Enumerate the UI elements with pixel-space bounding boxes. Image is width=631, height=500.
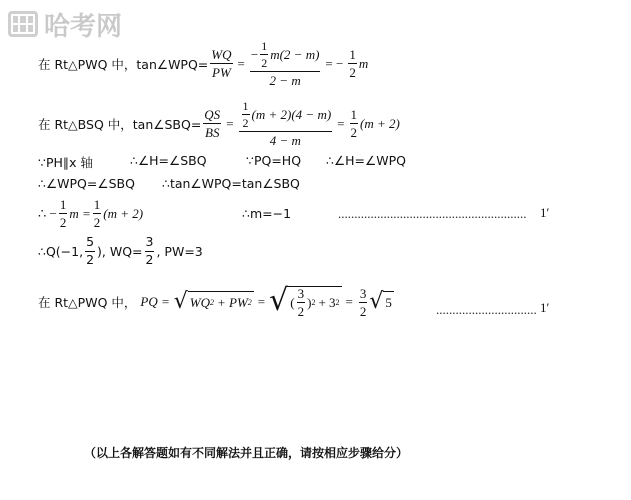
fraction-half: $\frac{1}{2}$	[59, 197, 67, 230]
reasoning-line-4-b: ∴tan∠WPQ=tan∠SBQ	[162, 176, 300, 191]
fraction-wq-pw: $\frac{WQ}{PW}$	[211, 47, 232, 80]
fraction-qs-bs: $\frac{QS}{BS}$	[204, 107, 221, 140]
fraction-complex-1: − $\frac{1}{2}$ m(2 − m) 2 − m	[250, 39, 320, 88]
equation-line-1: 在 Rt△PWQ 中，tan∠WPQ= $\frac{WQ}{PW}$ = − $\frac{1}{2}$ m(2 − m) 2 − m = − $\frac{1}{2}$ m	[38, 39, 369, 88]
reasoning-line-3-d: ∴∠H=∠WPQ	[326, 153, 406, 168]
reasoning-line-3-c: ∵PQ=HQ	[246, 153, 302, 168]
result-m: ∴m=−1	[242, 206, 292, 221]
score-mark-2: 1′	[540, 300, 550, 315]
logo-grid-icon	[8, 11, 38, 37]
reasoning-line-3-b: ∴∠H=∠SBQ	[130, 153, 207, 168]
sqrt-expression-1: √ WQ 2 + PW 2	[173, 289, 252, 314]
watermark-logo	[8, 6, 153, 42]
fraction-half: $\frac{1}{2}$	[350, 107, 358, 140]
line1-prefix: 在 Rt△PWQ 中，tan∠WPQ=	[38, 56, 209, 72]
equation-line-2: 在 Rt△BSQ 中，tan∠SBQ= $\frac{QS}{BS}$ = $\frac{1}{2}$ (m + 2)(4 − m) 4 − m = $\frac{1}{2}$ (m + 2)	[38, 99, 400, 148]
fraction-three-halves: $\frac{3}{2}$	[297, 286, 305, 319]
line2-prefix: 在 Rt△BSQ 中，tan∠SBQ=	[38, 116, 202, 132]
fraction-three-halves: $\frac{3}{2}$	[359, 285, 367, 319]
fraction-half: $\frac{1}{2}$	[349, 47, 356, 80]
sqrt-expression-2: √ ( $\frac{3}{2}$ ) 2 + 3 2	[269, 283, 340, 319]
grading-note: （以上各解答题如有不同解法并且正确，请按相应步骤给分）	[84, 446, 409, 460]
score-dots-1: ..........................................................	[338, 206, 527, 221]
equation-line-7: 在 Rt△PWQ 中， PQ = √ WQ 2 + PW 2 = √ ( $\frac{3}{2}$ ) 2 + 3 2 = $\frac{3}{2}$ √ 5	[38, 283, 392, 319]
score-dots-2: ...............................	[436, 302, 537, 317]
equation-line-5: ∴ − $\frac{1}{2}$ m = $\frac{1}{2}$ (m + 2)	[38, 197, 144, 230]
reasoning-line-4: ∴∠WPQ=∠SBQ	[38, 176, 135, 191]
equation-line-6: ∴Q(−1, $\frac{5}{2}$ ), WQ= $\frac{3}{2}$ , PW=3	[38, 234, 203, 267]
sqrt-five: √ 5	[369, 289, 392, 314]
fraction-three-halves: $\frac{3}{2}$	[145, 234, 154, 267]
watermark-text: 哈考网	[44, 11, 123, 42]
reasoning-line-3: ∵PH∥x 轴	[38, 155, 94, 170]
fraction-five-halves: $\frac{5}{2}$	[86, 234, 95, 267]
fraction-complex-2: $\frac{1}{2}$ (m + 2)(4 − m) 4 − m	[239, 100, 333, 147]
fraction-half: $\frac{1}{2}$	[93, 197, 101, 230]
score-mark-1: 1′	[540, 205, 550, 220]
